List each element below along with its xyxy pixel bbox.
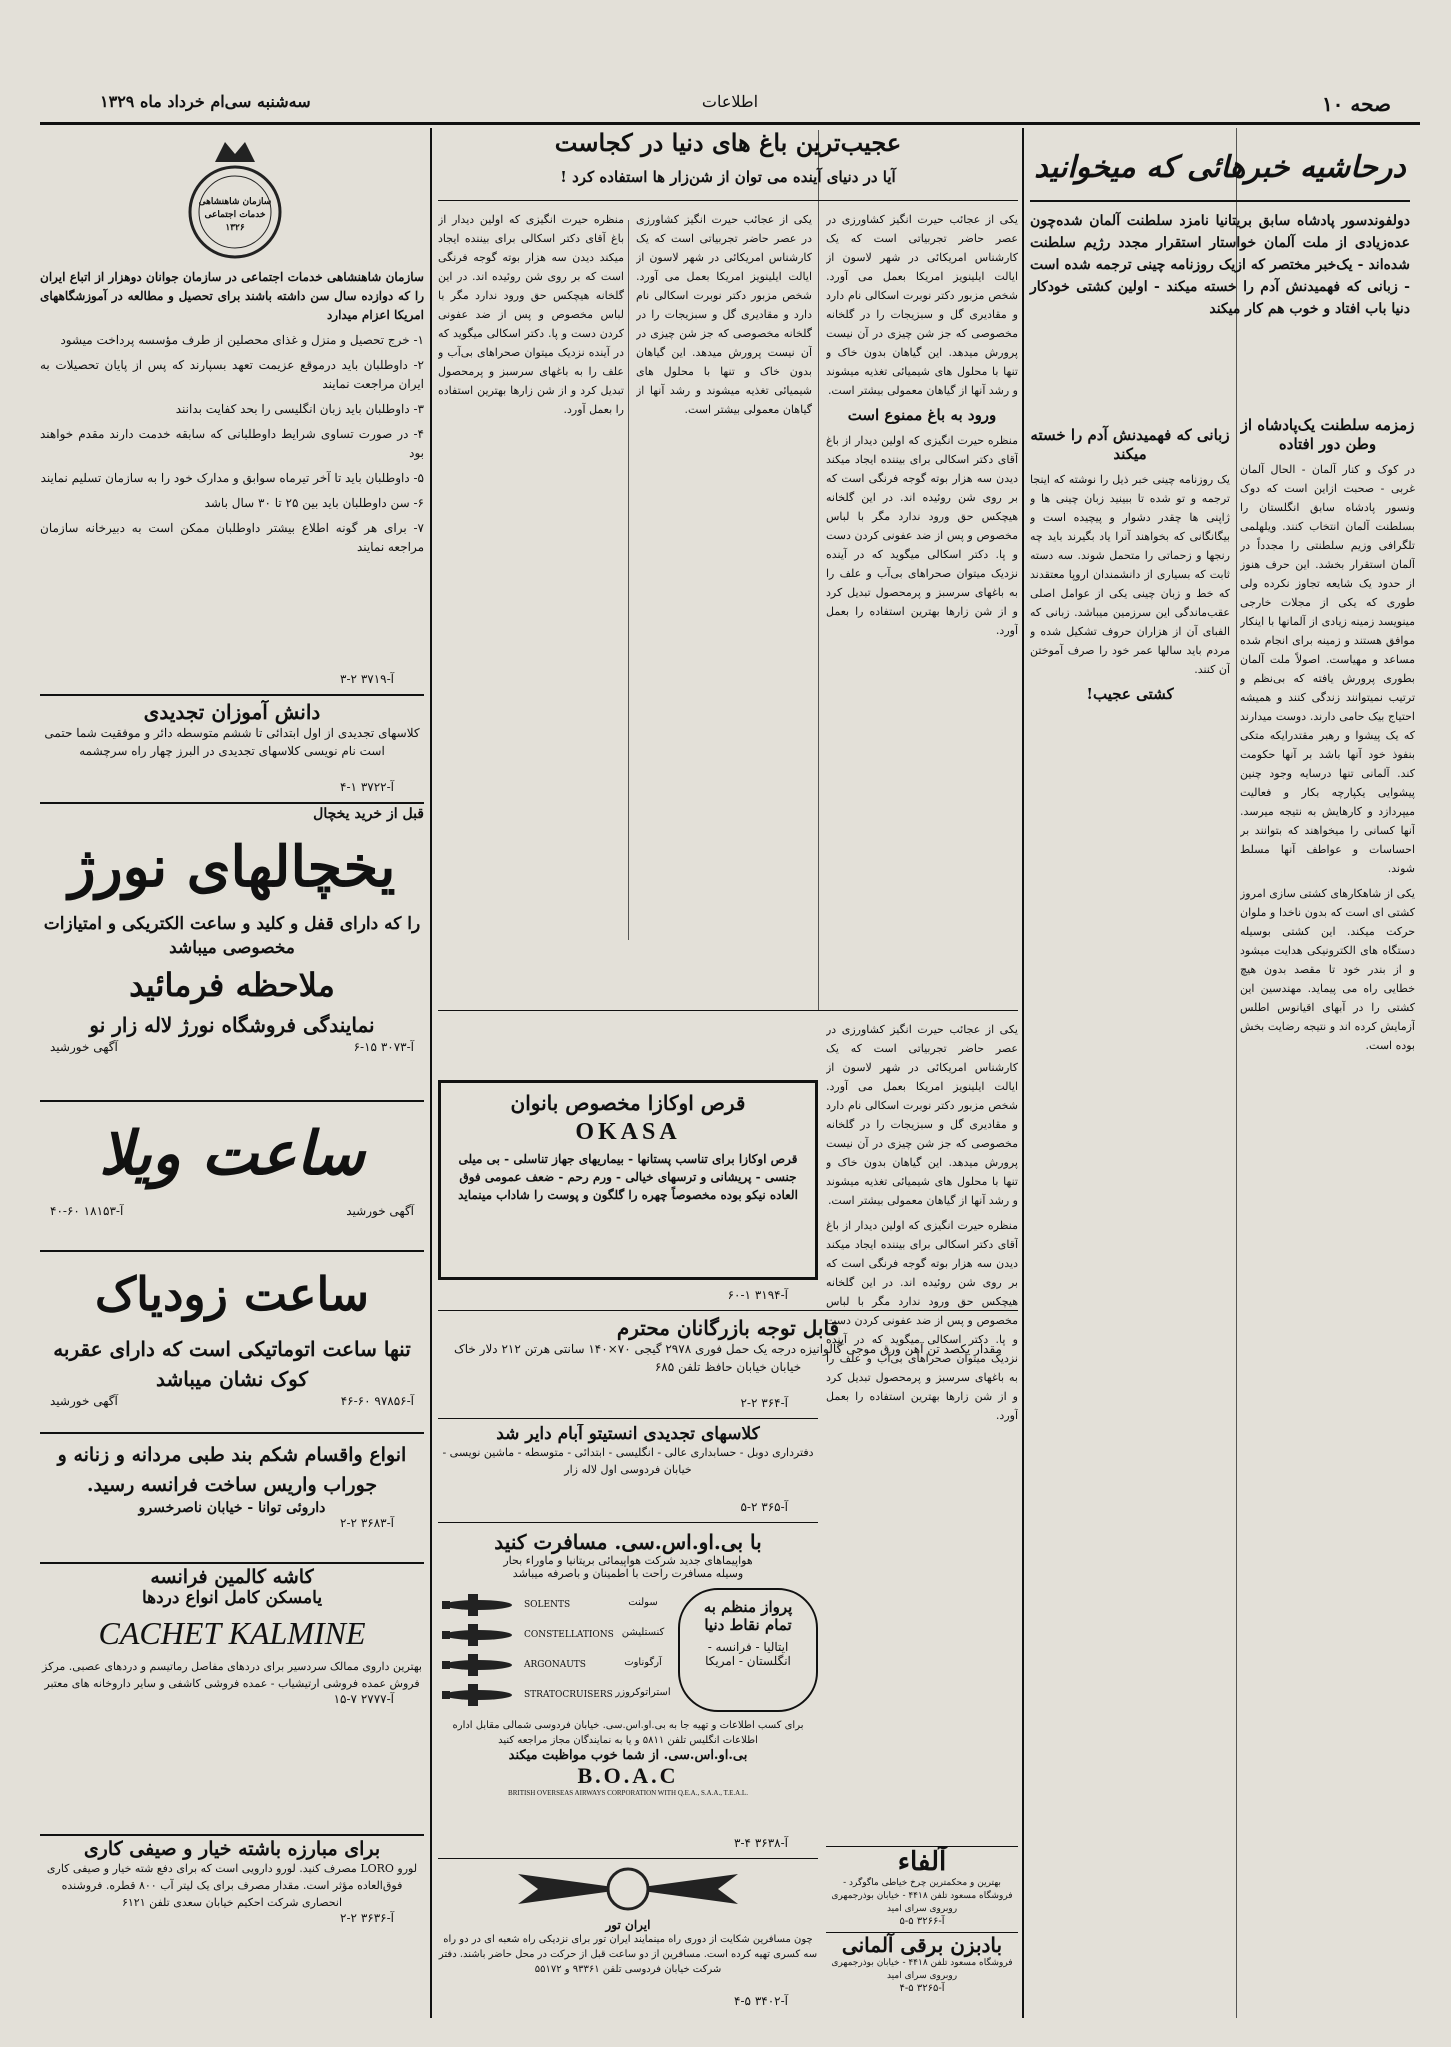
notice-item-4: ۴- در صورت تساوی شرایط داوطلبانی که سابقه خدمت دارند مقدم خواهند بود: [40, 427, 424, 460]
zodiac-rule: [40, 1432, 424, 1434]
boac-text: وسیله مسافرت راحت با اطمینان و باصرفه میباشد: [512, 1567, 744, 1580]
boac-info: برای کسب اطلاعات و تهیه جا به بی.او.اس.سی. خیابان فردوسی شمالی مقابل اداره اطلاعات انگلیس تلفن ۵۸۱۱ و یا به نمایندگان مجاز مراجعه کنید: [452, 1720, 804, 1746]
alfa-title: آلفاء: [897, 1847, 947, 1877]
boac-plane-names-fa: سولنت کنستلیشن آرگوناوت استراتوکروزر: [615, 1597, 671, 1698]
fan-ad: [826, 1932, 1018, 2022]
okasa-brand: OKASA: [575, 1119, 681, 1145]
bazaar-code: آ-۳۶۴ ۲-۲: [740, 1396, 788, 1410]
loro-ad: [40, 1838, 424, 1998]
plane-argonauts: ARGONAUTS: [438, 1652, 608, 1678]
abam-ad: [438, 1424, 818, 1500]
boac-code: آ-۳۶۳۸ ۴-۳: [734, 1836, 788, 1850]
boac-title: با بی.او.اس.سی. مسافرت کنید: [494, 1530, 762, 1554]
middle-body-col1: [826, 210, 1018, 1000]
alfa-text: بهترین و محکمترین چرخ خیاطی ماگوگرد - فروشگاه مسعود تلفن ۴۴۱۸ - خیابان بوذرجمهری روبروی سرای امید: [831, 1878, 1013, 1914]
iran-tour-text: چون مسافرین شکایت از دوری راه مینمایند ایران تور برای نزدیکی راه شعبه ای در دو راه سه کسری تهیه کرده است. مسافرین از دو ساعت قبل از حرکت در محل حاضر باشند. دفتر شرکت خیابان فردوسی تلفن ۹۳۳۶۱ و ۵۵۱۷۲: [438, 1934, 818, 1975]
notice: [40, 268, 424, 648]
middle-body-1: یکی از عجائب حیرت انگیز کشاورزی در عصر حاضر تجربیاتی است که یک کارشناس امریکائی در شهر لاسون از ایالت ایلینویز امریکا بعمل می آورد. شخص مزبور دکتر نوبرت اسکالی نام دارد و مقادیری گل و سبزیجات را در گلخانه مخصوصی که جز شن چیزی در آن نیست پرورش میدهد. این گیاهان بدون خاک و تنها با محلول های شیمیائی تغذیه میشوند و رشد آنها از گیاهان معمولی بیشتر است.: [826, 213, 1018, 397]
header-rule: [40, 122, 1420, 125]
right-column-title: درحاشیه خبرهائی که میخوانید: [1034, 150, 1406, 185]
school-title: دانش آموزان تجدیدی: [143, 700, 321, 724]
notice-item-7: ۷- برای هر گونه اطلاع بیشتر داوطلبان ممکن است به دبیرخانه سازمان مراجعه نمایند: [40, 521, 424, 554]
notice-item-6: ۶- سن داوطلبان باید بین ۲۵ تا ۳۰ سال باشد: [204, 496, 424, 510]
iran-tour-code: آ-۳۴۰۲ ۵-۴: [734, 1994, 788, 2008]
notice-title: سازمان شاهنشاهی خدمات اجتماعی در سازمان جوانان دوهزار از اتباع ایران را که دوازده سال سن داشته باشند برای تحصیل و مطالعه در آموزشگاههای امریکا اعزام میدارد: [40, 270, 424, 322]
column-rule-left: [430, 128, 432, 2018]
kalmine-title: کاشه کالمین فرانسه: [150, 1566, 314, 1588]
notice-item-2: ۲- داوطلبان باید درموقع عزیمت تعهد بسپارند که پس از پایان تحصیلات به ایران مراجعت نمایند: [40, 358, 424, 391]
issue-date: سه‌شنبه سی‌ام خرداد ماه ۱۳۲۹: [100, 92, 311, 111]
boac-motto: بی.او.اس.سی. از شما خوب مواظبت میکند: [508, 1748, 748, 1763]
boac-plane-list: [438, 1588, 614, 1712]
notice-item-1: ۱- خرج تحصیل و منزل و غذای محصلین از طرف مؤسسه پرداخت میشود: [60, 333, 424, 347]
middle-article-end-rule: [438, 1010, 1018, 1011]
school-ad: [40, 700, 424, 780]
plane-stratocruisers: STRATOCRUISERS: [438, 1682, 608, 1708]
stockings-text: انواع واقسام شکم بند طبی مردانه و زنانه و جوراب واریس ساخت فرانسه رسید.: [57, 1444, 407, 1496]
right-body-3: یکی از شاهکارهای کشتی سازی امروز کشتی ای است که بدون ناخدا و ملوان حرکت میکند. این کشتی بوسیله دستگاه های الکترونیکی هدایت میشود و از بندر خود تا مقصد بدون هیچ خطایی راه می پیماید. مهندسین این کشتی را در آبهای اقیانوس اطلس آزمایش کرده اند و نتیجه رضایت بخش بوده است.: [1240, 887, 1415, 1052]
right-inner-rule: [1236, 128, 1237, 2018]
fridge-code: آ-۳۰۷۳ ۱۵-۶: [353, 1040, 414, 1054]
right-column-lead: دولفوندسور پادشاه سابق بریتانیا نامزد سلطنت آلمان شده‌چون عده‌زیادی از ملت آلمان خواستار استقرار مجدد رژیم سلطنت شده‌اند - یک‌خبر مختصر که ازیک روزنامه چینی ترجمه شده است - زبانی که فهمیدنش آدم را خسته میکند - اولین کشتی خودکار دنیا باب افتاد و خوب هم کار میکند: [1030, 213, 1410, 317]
zodiac-text: تنها ساعت اتوماتیکی است که دارای عقربه کوک نشان میباشد: [53, 1337, 411, 1391]
okasa-code: آ-۳۱۹۴ ۱-۶۰: [727, 1288, 788, 1302]
fridge-ad: [40, 806, 424, 1106]
vila-rule: [40, 1250, 424, 1252]
kalmine-code: آ-۲۷۷۷ ۷-۱۵: [333, 1692, 394, 1706]
boac-ad: [438, 1530, 818, 1830]
column-rule-right: [1022, 128, 1024, 2018]
boac-rule: [438, 1858, 818, 1859]
right-column-article-a: [1240, 410, 1415, 2010]
mid-inner-rule-1: [818, 130, 819, 1010]
fridge-see: ملاحظه فرمائید: [129, 966, 335, 1004]
middle-body-continued: [826, 1020, 1018, 1840]
plane-icon: [438, 1622, 518, 1648]
iran-tour-logo: ایران تور: [605, 1918, 651, 1932]
middle-body-2b: منظره حیرت انگیزی که اولین دیدار از باغ آقای دکتر اسکالی برای بیننده ایجاد میکند دیدن سه هزار بوته گوجه فرنگی است که بر روی شن روئیده اند. در این گلخانه هیچکس حق ورود ندارد مگر با لباس مخصوص و پس از ضد عفونی کردن دست و پا. دکتر اسکالی میگوید که در آینده نزدیک میتوان صحراهای بی‌آب و علف را به باغهای سرسبز و پرمحصول تبدیل کرد و از شن زارها بهترین استفاده را بعمل آورد.: [438, 213, 624, 416]
mid-inner-rule-2: [628, 220, 629, 940]
kalmine-sub: یامسکن کامل انواع دردها: [141, 1588, 323, 1608]
vila-code: آ-۱۸۱۵۳ ۶۰-۴۰: [50, 1204, 124, 1218]
right-column-article-b: [1030, 420, 1230, 2010]
paper-name: اطلاعات: [701, 92, 759, 111]
fridge-agency: آگهی خورشید: [50, 1040, 118, 1054]
okasa-title: قرص اوکازا مخصوص بانوان: [510, 1091, 746, 1115]
school-rule: [40, 802, 424, 804]
fridge-text: را که دارای قفل و کلید و ساعت الکتریکی و امتیازات مخصوصی میباشد: [43, 914, 421, 958]
notice-org: سازمان شاهنشاهی خدمات اجتماعی ۱۳۲۶: [198, 197, 272, 233]
zodiac-code: آ-۹۷۸۵۶ ۶۰-۴۶: [340, 1394, 414, 1408]
abam-code: آ-۳۶۵ ۲-۵: [740, 1500, 788, 1514]
fridge-title: یخچالهای نورژ: [68, 834, 396, 900]
page-number: صحه ۱۰: [1321, 92, 1391, 116]
middle-body-col3: [438, 210, 624, 930]
zodiac-title: ساعت زودیاک: [94, 1267, 370, 1321]
plane-icon: [438, 1682, 518, 1708]
boac-routes: پرواز منظم به تمام نقاط دنیا ایتالیا - فرانسه - انگلستان - امریکا: [678, 1588, 818, 1712]
right-body-2: یک روزنامه چینی خبر ذیل را نوشته که اینجا ترجمه و تو شده تا ببینید زبان چینی ها و ژاپنی ها چقدر دشوار و پیچیده است و بیگانگانی که بخواهند آنرا یاد بگیرند باید چه رنجها و زحماتی را متحمل شوند. سه دسته ثابت که بسیاری از دانشمندان اروپا معتقدند که خط و زبان چینی یکی از عوامل اصلی عقب‌ماندگی این سرزمین میباشد. زبانی که الفبای آن از هزاران حروف تشکیل شده و مردم باید سالها عمر خود را صرف آموختن آن کنند.: [1030, 473, 1230, 676]
notice-rule: [40, 694, 424, 696]
stockings-shop: داروئی توانا - خیابان ناصرخسرو: [138, 1500, 326, 1516]
middle-body-1b: یکی از عجائب حیرت انگیز کشاورزی در عصر حاضر تجربیاتی است که یک کارشناس امریکائی در شهر لاسون از ایالت ایلینویز امریکا بعمل می آورد. شخص مزبور دکتر نوبرت اسکالی نام دارد و مقادیری گل و سبزیجات را در گلخانه مخصوصی که جز شن چیزی در آن نیست پرورش میدهد. این گیاهان بدون خاک و تنها با محلول های شیمیائی تغذیه میشوند و رشد آنها از گیاهان معمولی بیشتر است.: [636, 213, 812, 416]
abam-rule: [438, 1522, 818, 1523]
bazaar-text: مقدار یکصد تن آهن ورق موجی گالوانیزه درجه یک حمل فوری ۲۹۷۸ گیجی ۷۰×۱۴۰ سانتی هرتن ۲۱۲ دلار خاک خیابان خیابان حافظ تلفن ۶۸۵: [454, 1342, 1002, 1374]
vila-title: ساعت ویلا: [99, 1119, 365, 1189]
plane-icon: [438, 1652, 518, 1678]
bazaar-rule: [438, 1418, 818, 1419]
middle-article-title: عجیب‌ترین باغ های دنیا در کجاست: [554, 128, 902, 157]
plane-solents: SOLENTS: [438, 1592, 608, 1618]
loro-title: برای مبارزه باشته خیار و صیفی کاری: [83, 1838, 381, 1860]
okasa-ad: [438, 1080, 818, 1280]
fridge-rule: [40, 1100, 424, 1102]
kalmine-ad: [40, 1566, 424, 1816]
iran-tour-ad: [438, 1864, 818, 1994]
notice-code: آ-۳۷۱۹ ۲-۳: [340, 672, 394, 686]
notice-item-5: ۵- داوطلبان باید تا آخر تیرماه سوابق و مدارک خود را به سازمان تسلیم نمایند: [40, 471, 424, 485]
vila-agency: آگهی خورشید: [346, 1204, 414, 1218]
middle-body-2c: منظره حیرت انگیزی که اولین دیدار از باغ آقای دکتر اسکالی برای بیننده ایجاد میکند دیدن سه هزار بوته گوجه فرنگی است که بر روی شن روئیده اند. در این گلخانه هیچکس حق ورود ندارد مگر با لباس مخصوص و پس از ضد عفونی کردن دست و پا. دکتر اسکالی میگوید که در آینده نزدیک میتوان صحراهای بی‌آب و علف را به باغهای سرسبز و پرمحصول تبدیل کرد و از شن زارها بهترین استفاده را بعمل آورد.: [826, 1219, 1018, 1422]
abam-title: کلاسهای تجدیدی انستیتو آبام دایر شد: [496, 1424, 760, 1444]
right-subhead-3: کشتی عجیب!: [1086, 685, 1174, 703]
kalmine-text: بهترین داروی ممالک سردسیر برای دردهای مفاصل رماتیسم و دردهای عصبی. مرکز فروش عمده فروشی ارتیشیاب - عمده فروشی کاشفی و سایر داروخانه های معتبر: [42, 1660, 422, 1690]
alfa-ad: [826, 1846, 1018, 1926]
right-title-rule: [1030, 200, 1410, 202]
right-subhead-1: زمزمه سلطنت یک‌پادشاه از وطن دور افتاده: [1240, 416, 1415, 453]
plane-icon: [438, 1592, 518, 1618]
stockings-code: آ-۳۶۸۳ ۲-۲: [340, 1516, 394, 1530]
boac-logo: B.O.A.C: [577, 1763, 679, 1788]
fan-text: فروشگاه مسعود تلفن ۴۴۱۸ - خیابان بوذرجمهری روبروی سرای امید: [831, 1958, 1013, 1981]
right-subhead-2: زبانی که فهمیدنش آدم را خسته میکند: [1030, 426, 1230, 463]
boac-sub: هواپیماهای جدید شرکت هواپیمائی بریتانیا و ماوراء بحار: [503, 1554, 753, 1567]
fan-title: بادبزن برقی آلمانی: [841, 1933, 1003, 1957]
zodiac-agency: آگهی خورشید: [50, 1394, 118, 1408]
school-code: آ-۳۷۲۲ ۱-۴: [340, 780, 394, 794]
middle-article-subtitle: آیا در دنیای آینده می توان از شن‌زار ها استفاده کرد !: [560, 168, 896, 186]
fan-code: آ-۳۲۶۵ ۵-۴: [899, 1983, 945, 1994]
kalmine-brand: CACHET KALMINE: [98, 1615, 366, 1651]
zodiac-ad: [40, 1254, 424, 1434]
bazaar-title: قابل توجه بازرگانان محترم: [616, 1316, 840, 1340]
notice-item-3: ۳- داوطلبان باید زبان انگلیسی را بحد کفایت بدانند: [175, 402, 424, 416]
alfa-code: آ-۳۲۶۶ ۵-۵: [899, 1916, 945, 1926]
stockings-rule: [40, 1562, 424, 1564]
kalmine-rule: [40, 1834, 424, 1836]
fridge-shop: نمایندگی فروشگاه نورژ لاله زار نو: [89, 1013, 375, 1037]
stockings-ad: [40, 1440, 424, 1560]
loro-code: آ-۳۶۳۶ ۲-۲: [340, 1911, 394, 1925]
middle-body-2: منظره حیرت انگیزی که اولین دیدار از باغ آقای دکتر اسکالی برای بیننده ایجاد میکند دیدن سه هزار بوته گوجه فرنگی است که بر روی شن روئیده اند. در این گلخانه هیچکس حق ورود ندارد مگر با لباس مخصوص و پس از ضد عفونی کردن دست و پا. دکتر اسکالی میگوید که در آینده نزدیک میتوان صحراهای بی‌آب و علف را به باغهای سرسبز و پرمحصول تبدیل کرد و از شن زارها بهترین استفاده را بعمل آورد.: [826, 434, 1018, 637]
middle-body-1c: یکی از عجائب حیرت انگیز کشاورزی در عصر حاضر تجربیاتی است که یک کارشناس امریکائی در شهر لاسون از ایالت ایلینویز امریکا بعمل می آورد. شخص مزبور دکتر نوبرت اسکالی نام دارد و مقادیری گل و سبزیجات را در گلخانه مخصوصی که جز شن چیزی در آن نیست پرورش میدهد. این گیاهان بدون خاک و تنها با محلول های شیمیائی تغذیه میشوند و رشد آنها از گیاهان معمولی بیشتر است.: [826, 1023, 1018, 1207]
loro-text: لورو LORO مصرف کنید. لورو دارویی است که برای دفع شته خیار و صیفی کاری فوق‌العاده مؤثر است. مقدار مصرف برای یک لیتر آب ۸۰۰ قطره. فروشنده انحصاری شرکت احکیم خیابان سعدی تلفن ۶۱۲۱: [46, 1862, 418, 1909]
abam-text: دفترداری دوبل - حسابداری عالی - انگلیسی - ابتدائی - متوسطه - ماشین نویسی - خیابان فردوسی اول لاله زار: [442, 1446, 814, 1476]
winged-logo-icon: [478, 1864, 778, 1914]
middle-subhead: ورود به باغ ممنوع است: [847, 406, 997, 424]
middle-body-col2: [636, 210, 812, 930]
boac-footer: BRITISH OVERSEAS AIRWAYS CORPORATION WITH Q.E.A., S.A.A., T.E.A.L.: [508, 1789, 748, 1797]
okasa-text: قرص اوکازا برای تناسب پستانها - بیماریهای جهاز تناسلی - بی میلی جنسی - پریشانی و ترسهای خیالی - ورم رحم - ضعف عمومی فوق العاده نیکو بوده مخصوصاً چهره را گلگون و پوست را شاداب مینماید: [458, 1152, 798, 1202]
right-body-1: در کوک و کنار آلمان - الحال آلمان غربی - صحبت ازاین است که دوک ونسور پادشاه سابق انگلستان را بسلطنت آلمان انتخاب کنند. ویلهلمی تلگرافی وزیم سلطنتی را مجدداً در آلمان استقرار بخشد. این حرف هنوز از حدود یک شایعه تجاوز نکرده ولی طوری که یکی از مجلات خارجی مینویسد زمینه زیادی از آلمانها با اینکار موافق هستند و زمینه برای انجام شده مساعد و مهیاست. اصولاً ملت آلمان بطوری پرورش یافته که بی‌نظم و ترتیب نمیتوانند زندگی کنند و همیشه احتیاج بیک حامی دارند. دوست میدارند که یک پیشوا و رهبر مقتدرایکه متکی بنفوذ خود آنها باشد بر آنها حکومت کند. آلمانی تنها درسایه وجود چنین پیشوایی یکپارچه بکار و فعالیت میپردازد و کارهایش به نتیجه میرسد. آنها کسانی را میخواهند که بتوانند بر احساسات و عواطف آنها مسلط شوند.: [1240, 463, 1415, 875]
fridge-top: قبل از خرید یخچال: [313, 806, 424, 822]
vila-ad: [40, 1104, 424, 1254]
school-text: کلاسهای تجدیدی از اول ابتدائی تا ششم متوسطه دائر و موفقیت شما حتمی است نام نویسی کلاسهای تجدیدی در البرز چهار راه سرچشمه: [44, 726, 420, 758]
middle-subtitle-rule: [438, 200, 1018, 201]
plane-constellations: CONSTELLATIONS: [438, 1622, 608, 1648]
